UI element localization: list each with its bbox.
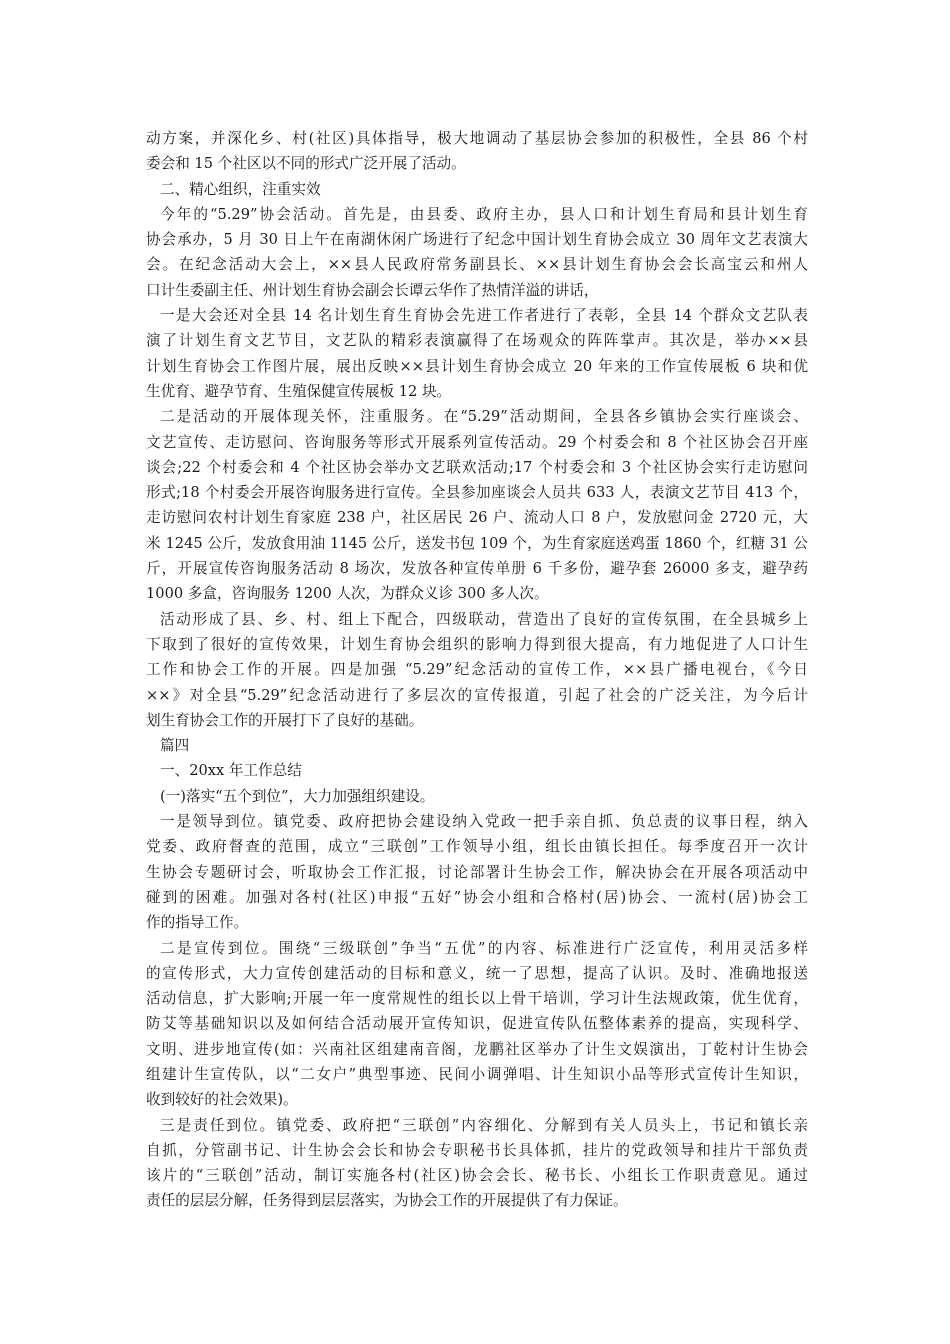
text-line: 计划生育协会工作图片展，展出反映××县计划生育协会成立 20 年来的工作宣传展板 6 块和优 bbox=[146, 357, 808, 375]
text-line: 生优育、避孕节育、生殖保健宣传展板 12 块。 bbox=[146, 382, 452, 400]
text-line: 二、精心组织，注重实效 bbox=[160, 180, 321, 198]
text-line: 口计生委副主任、州计划生育协会副会长谭云华作了热情洋溢的讲话， bbox=[146, 281, 599, 299]
text-line: 一是大会还对全县 14 名计划生育生育协会先进工作者进行了表彰，全县 14 个群众文艺队表 bbox=[160, 307, 808, 325]
text-line: 组建计生宣传队，以“二女户”典型事迹、民间小调弹唱、计生知识小品等形式宣传计生知识， bbox=[146, 1065, 808, 1083]
text-line: 碰到的困难。加强对各村(社区)申报“五好”协会小组和合格村(居)协会、一流村(居)协会工 bbox=[146, 888, 808, 906]
text-line: 自抓，分管副书记、计生协会会长和协会专职秘书长具体抓，挂片的党政领导和挂片干部负责 bbox=[146, 1141, 808, 1159]
text-line: 篇四 bbox=[160, 737, 190, 755]
text-line: 今年的“5.29”协会活动。首先是，由县委、政府主办，县人口和计划生育局和县计划生育 bbox=[160, 205, 808, 223]
text-line: 谈会;22 个村委会和 4 个社区协会举办文艺联欢活动;17 个村委会和 3 个社区协会实行走访慰问 bbox=[146, 458, 808, 476]
text-line: 二是宣传到位。围绕“三级联创”争当“五优”的内容、标准进行广泛宣传，利用灵活多样 bbox=[160, 939, 808, 957]
text-line: 演了计划生育文艺节目，文艺队的精彩表演赢得了在场观众的阵阵掌声。其次是，举办××县 bbox=[146, 332, 808, 350]
text-line: 责任的层层分解，任务得到层层落实，为协会工作的开展提供了有力保证。 bbox=[146, 1192, 628, 1210]
text-line: 下取到了很好的宣传效果，计划生育协会组织的影响力得到很大提高，有力地促进了人口计生 bbox=[146, 635, 808, 653]
text-line: 协会承办，5 月 30 日上午在南湖休闲广场进行了纪念中国计划生育协会成立 30 周年文艺表演大 bbox=[146, 231, 808, 249]
text-line: 收到较好的社会效果)。 bbox=[146, 1091, 298, 1109]
text-line: 党委、政府督查的范围，成立“三联创”工作领导小组，组长由镇长担任。每季度召开一次计 bbox=[146, 838, 808, 856]
text-line: 该片的“三联创”活动，制订实施各村(社区)协会会长、秘书长、小组长工作职责意见。通过 bbox=[146, 1167, 808, 1185]
text-line: 动方案，并深化乡、村(社区)具体指导，极大地调动了基层协会参加的积极性，全县 86 个村 bbox=[146, 130, 808, 147]
text-line: 防艾等基础知识以及如何结合活动展开宣传知识，促进宣传队伍整体素养的提高，实现科学、 bbox=[146, 1015, 808, 1033]
text-line: 米 1245 公斤，发放食用油 1145 公斤，送发书包 109 个，为生育家庭送鸡蛋 1860 个，红糖 31 公 bbox=[146, 534, 808, 552]
text-line: 作的指导工作。 bbox=[146, 914, 249, 932]
text-line: 三是责任到位。镇党委、政府把“三联创”内容细化、分解到有关人员头上，书记和镇长亲 bbox=[160, 1116, 808, 1134]
text-line: 文艺宣传、走访慰问、咨询服务等形式开展系列宣传活动。29 个村委会和 8 个社区协会召开座 bbox=[146, 433, 808, 451]
text-line: 形式;18 个村委会开展咨询服务进行宣传。全县参加座谈会人员共 633 人，表演文艺节目 413 个， bbox=[146, 484, 808, 502]
text-line: 的宣传形式，大力宣传创建活动的目标和意义，统一了思想，提高了认识。及时、准确地报送 bbox=[146, 964, 808, 982]
text-line: 活动形成了县、乡、村、组上下配合，四级联动，营造出了良好的宣传氛围，在全县城乡上 bbox=[160, 610, 808, 628]
text-line: ××》对全县“5.29”纪念活动进行了多层次的宣传报道，引起了社会的广泛关注，为今后计 bbox=[146, 686, 808, 704]
text-line: 划生育协会工作的开展打下了良好的基础。 bbox=[146, 711, 424, 729]
text-line: 斤，开展宣传咨询服务活动 8 场次，发放各种宣传单册 6 千多份，避孕套 26000 多支，避孕药 bbox=[146, 560, 808, 578]
document-body bbox=[146, 126, 808, 1214]
text-line: 委会和 15 个社区以不同的形式广泛开展了活动。 bbox=[146, 155, 466, 173]
text-line: 走访慰问农村计划生育家庭 238 户，社区居民 26 户、流动人口 8 户，发放慰问金 2720 元，大 bbox=[146, 509, 808, 527]
text-line: 生协会专题研讨会，听取协会工作汇报，讨论部署计生协会工作，解决协会在开展各项活动中 bbox=[146, 863, 808, 881]
text-line: 一、20xx 年工作总结 bbox=[160, 762, 302, 780]
text-line: 二是活动的开展体现关怀，注重服务。在“5.29”活动期间，全县各乡镇协会实行座谈会、 bbox=[160, 408, 808, 426]
text-line: 文明、进步地宣传(如：兴南社区组建南音阁，龙鹏社区举办了计生文娱演出，丁乾村计生协会 bbox=[146, 1040, 808, 1058]
text-line: (一)落实“五个到位”，大力加强组织建设。 bbox=[160, 787, 435, 805]
text-line: 一是领导到位。镇党委、政府把协会建设纳入党政一把手亲自抓、负总责的议事日程，纳入 bbox=[160, 813, 808, 831]
text-line: 会。在纪念活动大会上，××县人民政府常务副县长、××县计划生育协会会长高宝云和州人 bbox=[146, 256, 808, 274]
text-line: 1000 多盒，咨询服务 1200 人次，为群众义诊 300 多人次。 bbox=[146, 585, 549, 603]
text-line: 工作和协会工作的开展。四是加强 “5.29”纪念活动的宣传工作，××县广播电视台，《今日 bbox=[146, 661, 808, 679]
text-line: 活动信息，扩大影响;开展一年一度常规性的组长以上骨干培训，学习计生法规政策，优生优育， bbox=[146, 990, 808, 1008]
